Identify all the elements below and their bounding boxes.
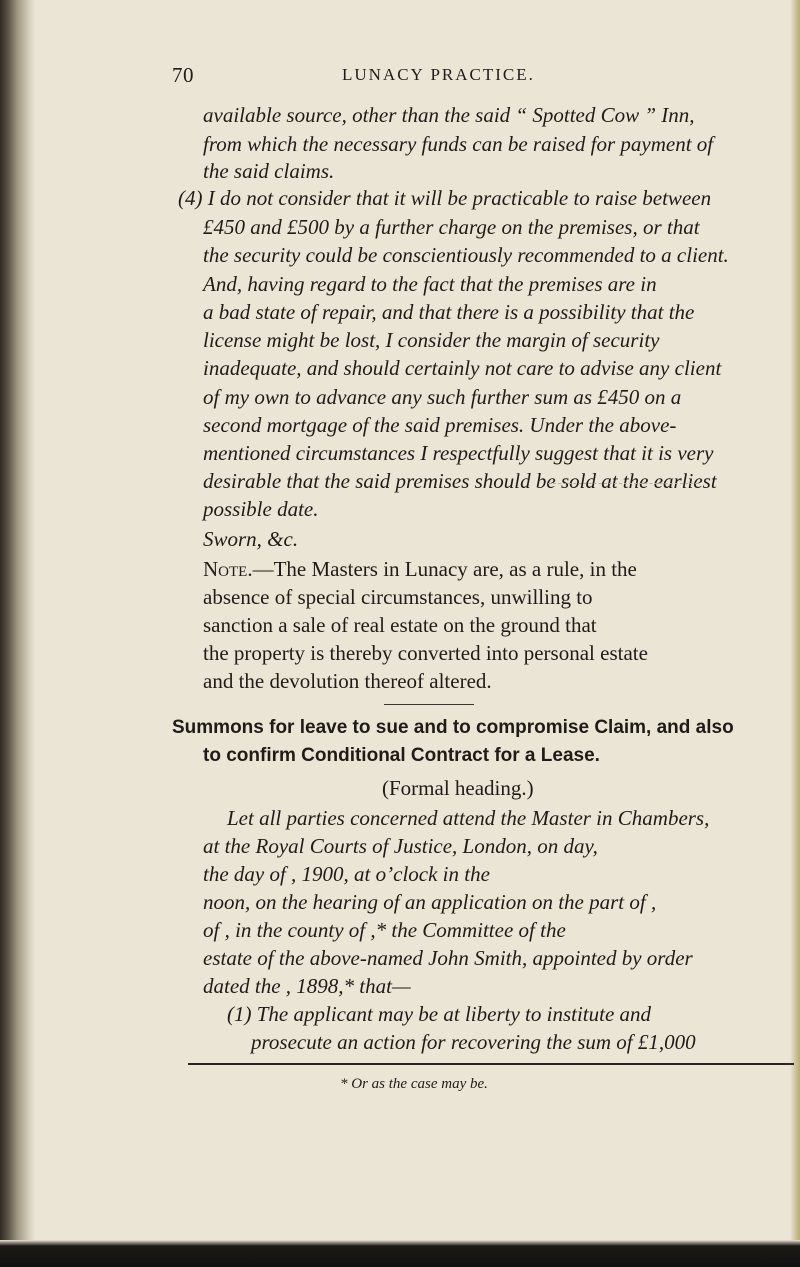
form-line: at the Royal Courts of Justice, London, on day,	[203, 834, 598, 858]
form-line: of , in the county of ,* the Committee of the	[203, 918, 566, 942]
note-text: —The Masters in Lunacy are, as a rule, in the	[252, 557, 637, 581]
body-line: available source, other than the said “ Spotted Cow ” Inn,	[203, 103, 695, 127]
summons-heading-line: Summons for leave to sue and to compromise Claim, and also	[172, 717, 734, 738]
body-line: from which the necessary funds can be raised for payment of	[203, 132, 714, 156]
body-line: second mortgage of the said premises. Under the above-	[203, 413, 677, 437]
formal-heading: (Formal heading.)	[382, 776, 534, 800]
body-line: the security could be conscientiously recommended to a client.	[203, 243, 729, 267]
body-line: And, having regard to the fact that the premises are in	[203, 272, 657, 296]
note-first-line	[203, 557, 637, 582]
footnote: * Or as the case may be.	[340, 1076, 488, 1092]
summons-heading-line: to confirm Conditional Contract for a Lease.	[203, 745, 600, 766]
form-line: (1) The applicant may be at liberty to institute and	[227, 1002, 652, 1026]
note-line: sanction a sale of real estate on the ground that	[203, 613, 597, 637]
note-line: absence of special circumstances, unwilling to	[203, 585, 593, 609]
form-line: prosecute an action for recovering the sum of £1,000	[251, 1030, 696, 1054]
page-number: 70	[172, 63, 194, 87]
body-line: inadequate, and should certainly not care to advise any client	[203, 356, 722, 380]
running-title: LUNACY PRACTICE.	[342, 65, 535, 84]
body-line: license might be lost, I consider the margin of security	[203, 328, 660, 352]
form-line: dated the , 1898,* that—	[203, 974, 411, 998]
body-line: mentioned circumstances I respectfully suggest that it is very	[203, 441, 714, 465]
form-line: Let all parties concerned attend the Master in Chambers,	[227, 806, 710, 830]
body-line: of my own to advance any such further sum as £450 on a	[203, 385, 682, 409]
form-line: estate of the above-named John Smith, appointed by order	[203, 946, 693, 970]
section-divider	[384, 704, 474, 705]
body-line: the said claims.	[203, 159, 335, 183]
body-line: £450 and £500 by a further charge on the premises, or that	[203, 215, 700, 239]
scan-bottom-edge	[0, 1240, 800, 1267]
note-line: and the devolution thereof altered.	[203, 669, 492, 693]
body-line: a bad state of repair, and that there is a possibility that the	[203, 300, 695, 324]
footnote-rule	[188, 1063, 794, 1065]
form-line: noon, on the hearing of an application on the part of ,	[203, 890, 657, 914]
note-label: Note.	[203, 557, 253, 581]
form-line: the day of , 1900, at o’clock in the	[203, 862, 490, 886]
note-line: the property is thereby converted into personal estate	[203, 641, 648, 665]
body-line: possible date.	[203, 497, 319, 521]
faint-mark	[548, 483, 698, 484]
body-line: (4) I do not consider that it will be practicable to raise between	[178, 186, 712, 210]
sworn-line: Sworn, &c.	[203, 527, 299, 551]
body-line: desirable that the said premises should be sold at the earliest	[203, 469, 717, 493]
